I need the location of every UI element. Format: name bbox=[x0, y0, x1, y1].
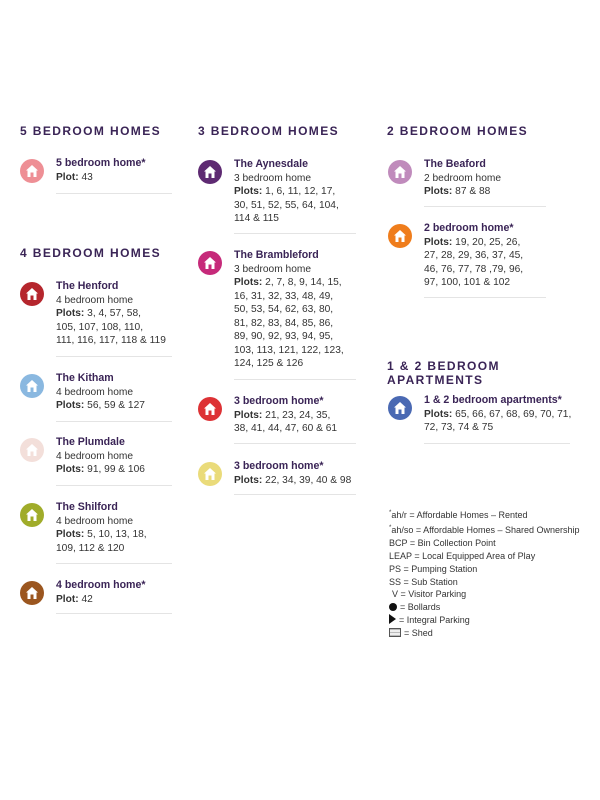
plots-value: 16, 31, 32, 33, 48, 49, bbox=[234, 290, 334, 302]
home-type: 4 bedroom home bbox=[56, 450, 134, 462]
plots-label: Plots: bbox=[424, 408, 453, 420]
entry-title: 1 & 2 bedroom apartments* bbox=[424, 394, 562, 406]
entry-title: 3 bedroom home* bbox=[234, 460, 324, 472]
house-icon bbox=[198, 251, 222, 275]
home-type: 3 bedroom home bbox=[234, 263, 312, 275]
plots-value: 38, 41, 44, 47, 60 & 61 bbox=[234, 423, 338, 434]
home-type: 4 bedroom home bbox=[56, 515, 134, 527]
house-icon bbox=[198, 160, 222, 184]
entry-title: The Aynesdale bbox=[234, 158, 308, 170]
house-icon bbox=[20, 159, 44, 183]
heading-apartments-line1: 1 & 2 BEDROOM bbox=[387, 359, 500, 373]
house-icon bbox=[20, 503, 44, 527]
entry-title: The Beaford bbox=[424, 158, 486, 170]
home-type: 3 bedroom home bbox=[234, 172, 312, 184]
divider bbox=[424, 297, 546, 298]
heading-5-bedroom: 5 BEDROOM HOMES bbox=[20, 124, 162, 138]
plots-value: 105, 107, 108, 110, bbox=[56, 321, 144, 333]
plots-value: 50, 53, 54, 62, 63, 80, bbox=[234, 304, 334, 315]
plots-value: 56, 59 & 127 bbox=[87, 400, 145, 411]
plots-value: 43 bbox=[81, 171, 93, 183]
divider bbox=[234, 494, 356, 495]
entry-title: 4 bedroom home* bbox=[56, 579, 146, 591]
plots-value: 87 & 88 bbox=[455, 186, 491, 197]
plots-value: 111, 116, 117, 118 & 119 bbox=[56, 335, 166, 346]
divider bbox=[56, 613, 172, 614]
legend-integral-parking: = Integral Parking bbox=[389, 614, 599, 627]
heading-2-bedroom: 2 BEDROOM HOMES bbox=[387, 124, 529, 138]
plots-value: 3, 4, 57, 58, bbox=[87, 308, 141, 319]
divider bbox=[56, 563, 172, 564]
divider bbox=[56, 356, 172, 357]
plots-label: Plots: bbox=[234, 186, 263, 197]
plots-value: 103, 113, 121, 122, 123, bbox=[234, 344, 344, 356]
legend-leap: LEAP = Local Equipped Area of Play bbox=[389, 550, 536, 561]
entry-title: The Shilford bbox=[56, 501, 118, 513]
plots-label: Plots: bbox=[234, 474, 263, 486]
divider bbox=[424, 443, 570, 444]
heading-4-bedroom: 4 BEDROOM HOMES bbox=[20, 246, 162, 260]
plots-value: 72, 73, 74 & 75 bbox=[424, 422, 494, 433]
house-icon bbox=[20, 581, 44, 605]
divider bbox=[56, 421, 172, 422]
legend-visitor-parking: V = Visitor Parking bbox=[392, 589, 467, 600]
plots-label: Plots: bbox=[424, 236, 453, 248]
legend-sub-station: SS = Sub Station bbox=[389, 576, 458, 587]
entry-title: The Plumdale bbox=[56, 436, 125, 448]
plots-value: 81, 82, 83, 84, 85, 86, bbox=[234, 317, 334, 329]
divider bbox=[56, 485, 172, 486]
heading-apartments-line2: APARTMENTS bbox=[387, 373, 484, 387]
heading-3-bedroom: 3 BEDROOM HOMES bbox=[198, 124, 340, 138]
divider bbox=[234, 233, 356, 234]
house-icon bbox=[388, 224, 412, 248]
house-icon bbox=[388, 160, 412, 184]
divider bbox=[424, 206, 546, 207]
divider bbox=[56, 193, 172, 194]
plots-value: 2, 7, 8, 9, 14, 15, bbox=[265, 277, 342, 288]
plots-value: 109, 112 & 120 bbox=[56, 542, 125, 554]
entry-title: 5 bedroom home* bbox=[56, 157, 146, 169]
entry-title: 3 bedroom home* bbox=[234, 395, 324, 407]
plots-label: Plots: bbox=[56, 308, 85, 319]
entry-title: 2 bedroom home* bbox=[424, 222, 514, 234]
plots-value: 46, 76, 77, 78 ,79, 96, bbox=[424, 263, 524, 275]
entry-title: The Henford bbox=[56, 280, 119, 292]
plot-label: Plot: bbox=[56, 593, 79, 605]
plots-value: 19, 20, 25, 26, bbox=[455, 236, 521, 248]
house-icon bbox=[20, 282, 44, 306]
plots-value: 1, 6, 11, 12, 17, bbox=[265, 186, 336, 197]
plots-value: 5, 10, 13, 18, bbox=[87, 529, 147, 540]
house-icon bbox=[388, 396, 412, 420]
legend-affordable-rented: *ah/r = Affordable Homes – Rented bbox=[389, 510, 528, 520]
plots-label: Plots: bbox=[234, 277, 263, 288]
legend-bin-collection: BCP = Bin Collection Point bbox=[389, 537, 496, 548]
plots-value: 124, 125 & 126 bbox=[234, 358, 304, 369]
house-icon bbox=[20, 374, 44, 398]
plots-label: Plots: bbox=[424, 186, 453, 197]
home-type: 4 bedroom home bbox=[56, 294, 134, 306]
plots-value: 89, 90, 92, 93, 94, 95, bbox=[234, 331, 334, 342]
house-icon bbox=[198, 397, 222, 421]
plots-value: 30, 51, 52, 55, 64, 104, bbox=[234, 199, 339, 211]
integral-parking-triangle-icon bbox=[389, 614, 396, 624]
house-icon bbox=[198, 462, 222, 486]
legend-shed: = Shed bbox=[389, 627, 599, 640]
legend-affordable-shared: *ah/so = Affordable Homes – Shared Ownership bbox=[389, 524, 580, 535]
plots-value: 21, 23, 24, 35, bbox=[265, 409, 331, 421]
entry-title: The Kitham bbox=[56, 372, 114, 384]
plots-value: 22, 34, 39, 40 & 98 bbox=[265, 474, 352, 486]
divider bbox=[234, 379, 356, 380]
plots-label: Plots: bbox=[56, 400, 85, 411]
plot-label: Plot: bbox=[56, 171, 79, 183]
home-type: 4 bedroom home bbox=[56, 386, 134, 398]
plots-value: 27, 28, 29, 36, 37, 45, bbox=[424, 250, 524, 261]
house-icon bbox=[20, 438, 44, 462]
home-type: 2 bedroom home bbox=[424, 172, 502, 184]
plots-value: 42 bbox=[81, 593, 93, 605]
plots-label: Plots: bbox=[56, 464, 85, 475]
plots-value: 97, 100, 101 & 102 bbox=[424, 277, 511, 288]
plots-label: Plots: bbox=[56, 529, 85, 540]
plots-value: 91, 99 & 106 bbox=[87, 464, 145, 475]
plots-value: 65, 66, 67, 68, 69, 70, 71, bbox=[455, 408, 572, 420]
entry-title: The Brambleford bbox=[234, 249, 319, 261]
plots-label: Plots: bbox=[234, 409, 263, 421]
legend-bollards: = Bollards bbox=[389, 601, 599, 614]
bollard-dot-icon bbox=[389, 603, 397, 611]
heading-apartments bbox=[387, 359, 500, 387]
shed-icon bbox=[389, 628, 401, 637]
plots-value: 114 & 115 bbox=[234, 213, 279, 224]
divider bbox=[234, 443, 356, 444]
legend-pumping-station: PS = Pumping Station bbox=[389, 563, 478, 574]
legend-key bbox=[389, 507, 599, 640]
